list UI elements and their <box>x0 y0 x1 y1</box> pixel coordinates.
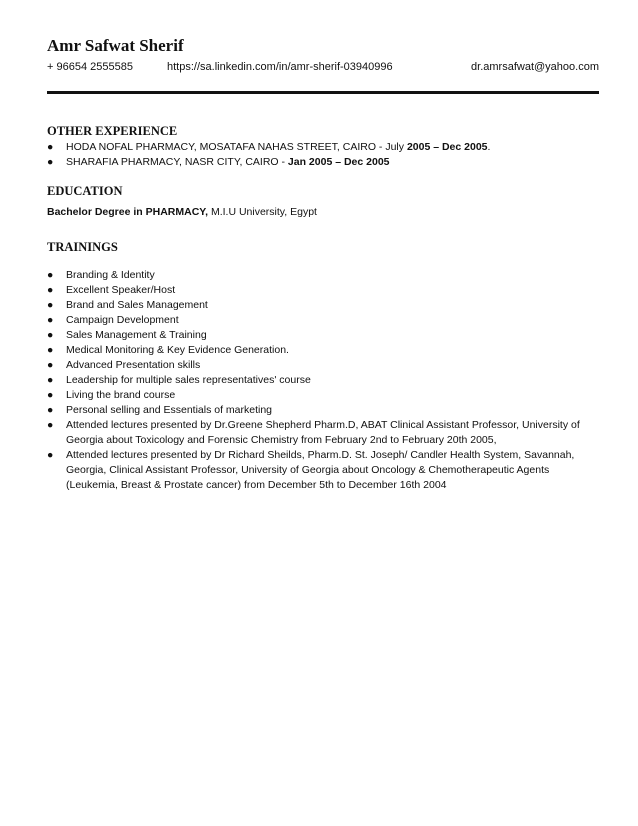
bullet-icon: ● <box>47 389 54 401</box>
bullet-icon: ● <box>47 284 54 296</box>
trainings-heading: TRAININGS <box>47 240 118 254</box>
training-text: Campaign Development <box>66 314 179 326</box>
bullet-icon: ● <box>47 141 54 153</box>
bullet-icon: ● <box>47 419 54 431</box>
bullet-icon: ● <box>47 449 54 461</box>
other-experience-heading: OTHER EXPERIENCE <box>47 124 178 138</box>
candidate-name: Amr Safwat Sherif <box>47 36 184 55</box>
list-item <box>47 373 592 388</box>
bullet-icon: ● <box>47 374 54 386</box>
list-item <box>47 268 592 283</box>
list-item <box>47 403 592 418</box>
bullet-icon: ● <box>47 156 54 168</box>
training-text: Attended lectures presented by Dr.Greene Shepherd Pharm.D, ABAT Clinical Assistant Professor, University of Georgia about Toxicology and Forensic Chemistry from February 2nd to February 20th 2005, <box>66 419 580 446</box>
bullet-icon: ● <box>47 314 54 326</box>
list-item <box>47 298 592 313</box>
institution: M.I.U University, Egypt <box>208 206 317 218</box>
training-text: Attended lectures presented by Dr Richard Sheilds, Pharm.D. St. Joseph/ Candler Health System, Savannah, Georgia, Clinical Assistant Professor, University of Georgia about Oncology & Chemotherapeutic Agents (Leukemia, Breast & Prostate cancer) from December 5th to December 16th 2004 <box>66 449 575 491</box>
header-divider <box>47 91 599 94</box>
list-item <box>47 343 592 358</box>
education-entry <box>47 206 317 218</box>
list-item <box>47 283 592 298</box>
bullet-icon: ● <box>47 359 54 371</box>
training-text: Leadership for multiple sales representatives' course <box>66 374 311 386</box>
list-item <box>47 313 592 328</box>
list-item <box>47 328 592 343</box>
training-text: Brand and Sales Management <box>66 299 208 311</box>
list-item <box>47 155 490 170</box>
other-experience-list <box>47 140 490 170</box>
experience-suffix: . <box>487 141 491 153</box>
list-item <box>47 140 490 155</box>
degree-title: Bachelor Degree in PHARMACY, <box>47 206 209 218</box>
bullet-icon: ● <box>47 404 54 416</box>
list-item <box>47 418 592 448</box>
email-link[interactable]: dr.amrsafwat@yahoo.com <box>471 61 599 73</box>
bullet-icon: ● <box>47 329 54 341</box>
training-text: Advanced Presentation skills <box>66 359 201 371</box>
bullet-icon: ● <box>47 344 54 356</box>
experience-dates: Jan 2005 – Dec 2005 <box>287 156 390 168</box>
list-item <box>47 358 592 373</box>
phone-number: + 96654 2555585 <box>47 61 133 73</box>
training-text: Personal selling and Essentials of marketing <box>66 404 273 416</box>
education-heading: EDUCATION <box>47 184 123 198</box>
experience-text: HODA NOFAL PHARMACY, MOSATAFA NAHAS STREET, CAIRO - July <box>66 141 407 153</box>
training-text: Excellent Speaker/Host <box>66 284 176 296</box>
training-text: Living the brand course <box>66 389 176 401</box>
trainings-list <box>47 268 592 493</box>
training-text: Sales Management & Training <box>66 329 207 341</box>
bullet-icon: ● <box>47 269 54 281</box>
training-text: Branding & Identity <box>66 269 155 281</box>
bullet-icon: ● <box>47 299 54 311</box>
experience-dates: 2005 – Dec 2005 <box>406 141 488 153</box>
training-text: Medical Monitoring & Key Evidence Generation. <box>66 344 289 356</box>
linkedin-link[interactable]: https://sa.linkedin.com/in/amr-sherif-03940996 <box>167 61 393 73</box>
list-item <box>47 388 592 403</box>
list-item <box>47 448 592 493</box>
experience-text: SHARAFIA PHARMACY, NASR CITY, CAIRO - <box>66 156 288 168</box>
